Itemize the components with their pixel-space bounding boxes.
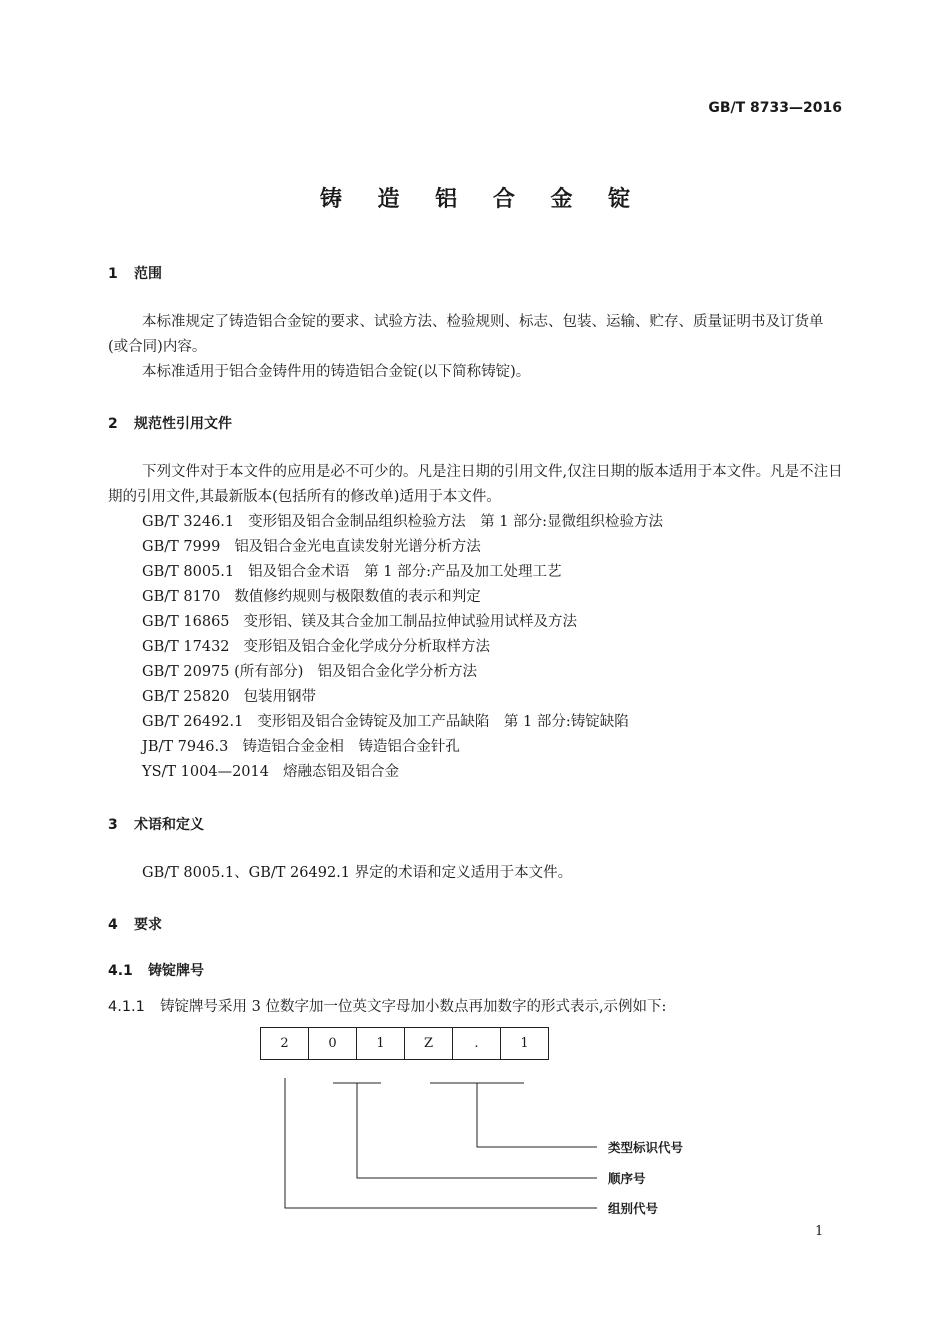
reference-item <box>142 635 490 656</box>
reference-code: GB/T 8005.1 <box>142 564 235 580</box>
label-group-code: 组别代号 <box>608 1201 659 1216</box>
section-4-heading <box>108 914 162 934</box>
reference-title: 数值修约规则与极限数值的表示和判定 <box>234 589 481 605</box>
standard-number: GB/T 8733—2016 <box>708 100 842 116</box>
label-type-code: 类型标识代号 <box>608 1140 684 1155</box>
page-number: 1 <box>815 1224 824 1239</box>
section-number: 4.1 <box>108 963 133 979</box>
reference-code: GB/T 25820 <box>142 689 230 705</box>
connector-line <box>285 1078 597 1208</box>
reference-code: GB/T 16865 <box>142 614 230 630</box>
reference-item <box>142 535 481 556</box>
reference-title: 变形铝及铝合金制品组织检验方法 第 1 部分:显微组织检验方法 <box>248 514 663 530</box>
reference-code: YS/T 1004—2014 <box>142 764 269 780</box>
reference-title: 变形铝及铝合金化学成分分析取样方法 <box>243 639 491 655</box>
designation-cell: Z <box>404 1027 453 1060</box>
section-number: 4 <box>108 917 118 933</box>
paragraph: 本标准规定了铸造铝合金锭的要求、试验方法、检验规则、标志、包装、运输、贮存、质量证明书及订货单(或合同)内容。 <box>108 314 824 355</box>
reference-title: 包装用钢带 <box>243 689 317 705</box>
designation-cell: 0 <box>308 1027 357 1060</box>
reference-title: 铝及铝合金光电直读发射光谱分析方法 <box>234 539 481 555</box>
reference-item <box>142 585 481 606</box>
reference-item <box>142 560 561 581</box>
section-title: 要求 <box>134 917 162 933</box>
section-title: 规范性引用文件 <box>134 416 232 432</box>
reference-title: 铸造铝合金金相 铸造铝合金针孔 <box>242 739 460 755</box>
section-1-body <box>108 310 843 385</box>
connector-line <box>357 1083 597 1178</box>
clause-4-1-1 <box>108 995 666 1016</box>
designation-cell: 1 <box>356 1027 405 1060</box>
section-2-heading <box>108 413 232 433</box>
reference-title: 变形铝、镁及其合金加工制品拉伸试验用试样及方法 <box>243 614 578 630</box>
section-title: 范围 <box>134 266 162 282</box>
reference-item <box>142 760 399 781</box>
designation-cell: 2 <box>260 1027 309 1060</box>
section-title: 术语和定义 <box>134 817 204 833</box>
connector-line <box>477 1083 597 1147</box>
reference-title: 铝及铝合金术语 第 1 部分:产品及加工处理工艺 <box>248 564 562 580</box>
reference-code: GB/T 7999 <box>142 539 221 555</box>
paragraph: 下列文件对于本文件的应用是必不可少的。凡是注日期的引用文件,仅注日期的版本适用于本文件。凡是不注日期的引用文件,其最新版本(包括所有的修改单)适用于本文件。 <box>108 464 843 505</box>
reference-item <box>142 710 629 731</box>
reference-code: GB/T 17432 <box>142 639 230 655</box>
reference-title: 铝及铝合金化学分析方法 <box>317 664 477 680</box>
designation-cell: . <box>452 1027 501 1060</box>
section-1-heading <box>108 263 162 283</box>
reference-item <box>142 685 316 706</box>
label-sequence: 顺序号 <box>608 1171 646 1186</box>
reference-item <box>142 735 460 756</box>
section-3-body: GB/T 8005.1、GB/T 26492.1 界定的术语和定义适用于本文件。 <box>142 865 573 881</box>
section-2-intro <box>108 460 843 510</box>
reference-code: GB/T 8170 <box>142 589 221 605</box>
designation-cell: 1 <box>500 1027 549 1060</box>
clause-text: 铸锭牌号采用 3 位数字加一位英文字母加小数点再加数字的形式表示,示例如下: <box>160 999 667 1015</box>
reference-code: JB/T 7946.3 <box>142 739 229 755</box>
reference-title: 熔融态铝及铝合金 <box>282 764 399 780</box>
reference-code: GB/T 20975 (所有部分) <box>142 664 304 680</box>
reference-code: GB/T 26492.1 <box>142 714 244 730</box>
reference-item <box>142 610 577 631</box>
reference-title: 变形铝及铝合金铸锭及加工产品缺陷 第 1 部分:铸锭缺陷 <box>257 714 629 730</box>
paragraph: 本标准适用于铝合金铸件用的铸造铝合金锭(以下简称铸锭)。 <box>142 364 531 380</box>
reference-item <box>142 510 663 531</box>
document-title: 铸 造 铝 合 金 锭 <box>319 187 645 212</box>
reference-item <box>142 660 477 681</box>
section-number: 3 <box>108 817 118 833</box>
clause-number: 4.1.1 <box>108 999 145 1015</box>
reference-code: GB/T 3246.1 <box>142 514 235 530</box>
section-number: 1 <box>108 266 118 282</box>
section-title: 铸锭牌号 <box>148 963 204 979</box>
subsection-4-1-heading <box>108 960 204 980</box>
section-number: 2 <box>108 416 118 432</box>
section-3-heading <box>108 814 204 834</box>
